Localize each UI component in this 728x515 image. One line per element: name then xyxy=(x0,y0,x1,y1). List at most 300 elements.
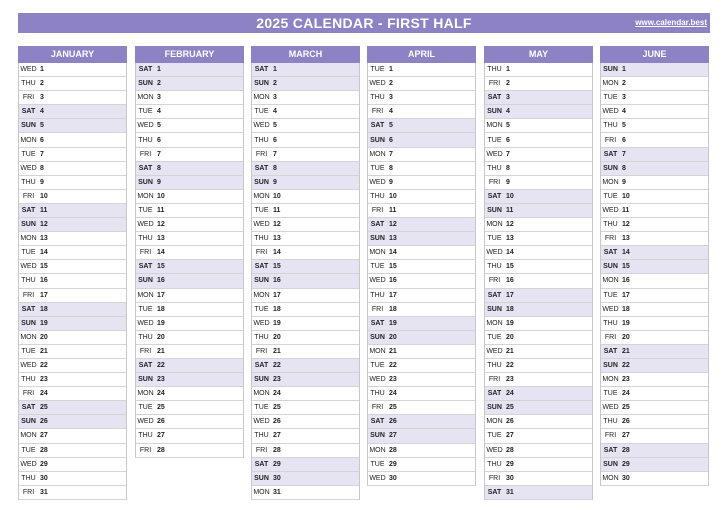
day-number: 28 xyxy=(40,446,48,454)
day-number: 7 xyxy=(273,150,277,158)
day-number: 18 xyxy=(622,305,630,313)
day-number: 26 xyxy=(389,418,397,426)
weekday-label: MON xyxy=(253,94,270,102)
day-row xyxy=(485,162,592,176)
day-row xyxy=(136,345,243,359)
weekday-label: THU xyxy=(603,418,618,426)
day-number: 14 xyxy=(389,249,397,257)
day-number: 29 xyxy=(273,460,281,468)
weekday-label: WED xyxy=(253,122,270,130)
weekday-label: TUE xyxy=(138,206,153,214)
day-row xyxy=(136,303,243,317)
weekday-label: FRI xyxy=(139,347,152,355)
weekday-label: TUE xyxy=(603,94,618,102)
day-number: 22 xyxy=(389,362,397,370)
day-row xyxy=(368,401,475,415)
day-number: 15 xyxy=(273,263,281,271)
day-row xyxy=(136,317,243,331)
weekday-label: SAT xyxy=(603,249,618,257)
day-row xyxy=(485,317,592,331)
weekday-label: WED xyxy=(602,305,619,313)
weekday-label: MON xyxy=(253,390,270,398)
day-row xyxy=(601,91,708,105)
day-number: 16 xyxy=(157,277,165,285)
site-link[interactable]: www.calendar.best xyxy=(635,18,707,27)
day-row xyxy=(601,359,708,373)
weekday-label: MON xyxy=(602,178,619,186)
day-row xyxy=(368,317,475,331)
day-row xyxy=(19,303,126,317)
day-row xyxy=(136,387,243,401)
day-row xyxy=(252,458,359,472)
weekday-label: FRI xyxy=(604,235,617,243)
weekday-label: THU xyxy=(254,432,269,440)
day-row xyxy=(252,289,359,303)
weekday-label: SAT xyxy=(603,347,618,355)
day-row xyxy=(368,331,475,345)
day-row xyxy=(368,63,475,77)
weekday-label: FRI xyxy=(139,150,152,158)
day-row xyxy=(19,148,126,162)
day-number: 24 xyxy=(506,390,514,398)
day-row xyxy=(601,77,708,91)
weekday-label: THU xyxy=(138,136,153,144)
weekday-label: SUN xyxy=(487,404,502,412)
day-number: 13 xyxy=(506,235,514,243)
month-header: JANUARY xyxy=(18,46,127,63)
weekday-label: THU xyxy=(21,376,36,384)
day-row xyxy=(252,274,359,288)
weekday-label: THU xyxy=(21,474,36,482)
day-row xyxy=(136,204,243,218)
day-number: 5 xyxy=(273,122,277,130)
day-number: 28 xyxy=(157,446,165,454)
weekday-label: FRI xyxy=(488,80,501,88)
day-number: 14 xyxy=(622,249,630,257)
day-number: 29 xyxy=(389,460,397,468)
day-row xyxy=(485,63,592,77)
day-row xyxy=(485,232,592,246)
day-number: 9 xyxy=(506,178,510,186)
day-row xyxy=(19,232,126,246)
weekday-label: SAT xyxy=(21,305,36,313)
weekday-label: THU xyxy=(370,192,385,200)
weekday-label: MON xyxy=(369,347,386,355)
day-row xyxy=(601,133,708,147)
day-number: 3 xyxy=(622,94,626,102)
day-number: 18 xyxy=(506,305,514,313)
weekday-label: WED xyxy=(486,347,503,355)
day-number: 9 xyxy=(389,178,393,186)
day-row xyxy=(136,190,243,204)
day-number: 12 xyxy=(273,221,281,229)
day-number: 2 xyxy=(389,80,393,88)
day-number: 27 xyxy=(506,432,514,440)
day-row xyxy=(485,77,592,91)
day-number: 2 xyxy=(40,80,44,88)
day-row xyxy=(601,246,708,260)
day-number: 2 xyxy=(622,80,626,88)
weekday-label: THU xyxy=(603,122,618,130)
weekday-label: SAT xyxy=(254,263,269,271)
day-row xyxy=(368,218,475,232)
month-column-may xyxy=(484,46,593,500)
weekday-label: TUE xyxy=(254,404,269,412)
day-number: 16 xyxy=(40,277,48,285)
weekday-label: TUE xyxy=(487,136,502,144)
day-row xyxy=(19,260,126,274)
weekday-label: SUN xyxy=(487,305,502,313)
day-row xyxy=(252,345,359,359)
day-number: 29 xyxy=(506,460,514,468)
month-column-june xyxy=(600,46,709,486)
day-row xyxy=(601,331,708,345)
day-list xyxy=(600,63,709,486)
day-number: 18 xyxy=(389,305,397,313)
day-row xyxy=(252,303,359,317)
day-number: 6 xyxy=(273,136,277,144)
day-number: 24 xyxy=(273,390,281,398)
day-number: 11 xyxy=(389,206,397,214)
day-number: 25 xyxy=(273,404,281,412)
day-row xyxy=(19,105,126,119)
day-row xyxy=(368,415,475,429)
day-number: 10 xyxy=(506,192,514,200)
day-number: 21 xyxy=(622,347,630,355)
weekday-label: WED xyxy=(20,263,37,271)
weekday-label: MON xyxy=(369,446,386,454)
day-row xyxy=(368,303,475,317)
weekday-label: WED xyxy=(253,418,270,426)
weekday-label: MON xyxy=(137,390,154,398)
day-number: 19 xyxy=(389,319,397,327)
day-number: 25 xyxy=(40,404,48,412)
month-header: MAY xyxy=(484,46,593,63)
day-number: 7 xyxy=(622,150,626,158)
day-row xyxy=(368,190,475,204)
day-number: 28 xyxy=(622,446,630,454)
day-number: 15 xyxy=(157,263,165,271)
weekday-label: SAT xyxy=(21,108,36,116)
weekday-label: MON xyxy=(137,192,154,200)
day-number: 12 xyxy=(506,221,514,229)
day-row xyxy=(19,204,126,218)
day-number: 24 xyxy=(622,390,630,398)
day-row xyxy=(19,444,126,458)
day-row xyxy=(136,218,243,232)
day-number: 19 xyxy=(506,319,514,327)
day-row xyxy=(368,458,475,472)
day-row xyxy=(19,218,126,232)
month-header: JUNE xyxy=(600,46,709,63)
day-row xyxy=(485,387,592,401)
month-column-january xyxy=(18,46,127,500)
weekday-label: THU xyxy=(603,221,618,229)
day-row xyxy=(368,77,475,91)
day-row xyxy=(601,162,708,176)
day-number: 11 xyxy=(506,206,514,214)
day-number: 19 xyxy=(273,319,281,327)
day-row xyxy=(136,415,243,429)
weekday-label: WED xyxy=(137,122,154,130)
weekday-label: WED xyxy=(20,66,37,74)
day-number: 21 xyxy=(389,347,397,355)
day-row xyxy=(368,91,475,105)
day-row xyxy=(368,289,475,303)
weekday-label: WED xyxy=(369,277,386,285)
day-number: 22 xyxy=(157,362,165,370)
day-row xyxy=(252,105,359,119)
weekday-label: THU xyxy=(487,460,502,468)
weekday-label: THU xyxy=(487,362,502,370)
weekday-label: SAT xyxy=(254,164,269,172)
day-row xyxy=(485,148,592,162)
weekday-label: WED xyxy=(486,446,503,454)
day-number: 6 xyxy=(157,136,161,144)
day-row xyxy=(601,429,708,443)
weekday-label: FRI xyxy=(139,249,152,257)
day-row xyxy=(252,359,359,373)
month-column-march xyxy=(251,46,360,500)
weekday-label: FRI xyxy=(371,108,384,116)
day-row xyxy=(368,204,475,218)
day-row xyxy=(601,472,708,486)
weekday-label: MON xyxy=(486,221,503,229)
weekday-label: THU xyxy=(21,80,36,88)
day-number: 18 xyxy=(157,305,165,313)
day-row xyxy=(485,289,592,303)
weekday-label: TUE xyxy=(370,164,385,172)
day-number: 8 xyxy=(157,164,161,172)
day-number: 19 xyxy=(40,319,48,327)
day-row xyxy=(252,246,359,260)
weekday-label: MON xyxy=(20,432,37,440)
day-number: 30 xyxy=(622,474,630,482)
day-row xyxy=(19,77,126,91)
day-row xyxy=(601,373,708,387)
day-number: 22 xyxy=(622,362,630,370)
weekday-label: TUE xyxy=(21,347,36,355)
day-number: 15 xyxy=(506,263,514,271)
day-row xyxy=(252,204,359,218)
day-number: 26 xyxy=(157,418,165,426)
weekday-label: SAT xyxy=(21,206,36,214)
day-list xyxy=(135,63,244,458)
day-row xyxy=(601,458,708,472)
day-number: 21 xyxy=(273,347,281,355)
day-number: 4 xyxy=(157,108,161,116)
day-row xyxy=(136,260,243,274)
day-number: 10 xyxy=(40,192,48,200)
weekday-label: TUE xyxy=(21,249,36,257)
weekday-label: TUE xyxy=(138,108,153,116)
day-row xyxy=(252,317,359,331)
weekday-label: TUE xyxy=(603,291,618,299)
day-row xyxy=(368,274,475,288)
day-row xyxy=(601,317,708,331)
weekday-label: THU xyxy=(487,263,502,271)
day-row xyxy=(368,429,475,443)
weekday-label: SAT xyxy=(254,460,269,468)
day-number: 20 xyxy=(157,333,165,341)
day-number: 16 xyxy=(389,277,397,285)
day-number: 14 xyxy=(273,249,281,257)
day-number: 20 xyxy=(273,333,281,341)
day-number: 12 xyxy=(40,221,48,229)
weekday-label: FRI xyxy=(488,474,501,482)
day-row xyxy=(252,148,359,162)
day-row xyxy=(485,119,592,133)
weekday-label: MON xyxy=(369,249,386,257)
day-row xyxy=(19,133,126,147)
weekday-label: FRI xyxy=(255,446,268,454)
day-number: 4 xyxy=(506,108,510,116)
day-row xyxy=(19,317,126,331)
day-row xyxy=(19,176,126,190)
weekday-label: WED xyxy=(369,80,386,88)
weekday-label: SAT xyxy=(138,263,153,271)
day-number: 24 xyxy=(157,390,165,398)
day-number: 18 xyxy=(40,305,48,313)
month-header: APRIL xyxy=(367,46,476,63)
day-row xyxy=(252,133,359,147)
day-row xyxy=(601,63,708,77)
day-row xyxy=(601,190,708,204)
weekday-label: FRI xyxy=(22,488,35,496)
weekday-label: FRI xyxy=(22,192,35,200)
day-row xyxy=(368,232,475,246)
day-number: 16 xyxy=(273,277,281,285)
day-row xyxy=(368,472,475,486)
day-row xyxy=(252,91,359,105)
day-number: 25 xyxy=(389,404,397,412)
day-number: 23 xyxy=(273,376,281,384)
day-number: 21 xyxy=(157,347,165,355)
day-number: 12 xyxy=(622,221,630,229)
weekday-label: TUE xyxy=(370,460,385,468)
day-row xyxy=(601,401,708,415)
weekday-label: MON xyxy=(486,418,503,426)
weekday-label: FRI xyxy=(604,136,617,144)
day-row xyxy=(368,373,475,387)
day-number: 6 xyxy=(622,136,626,144)
day-number: 25 xyxy=(622,404,630,412)
day-number: 10 xyxy=(273,192,281,200)
day-number: 6 xyxy=(389,136,393,144)
day-number: 25 xyxy=(157,404,165,412)
day-row xyxy=(19,359,126,373)
day-number: 4 xyxy=(40,108,44,116)
weekday-label: SUN xyxy=(254,376,269,384)
day-row xyxy=(252,63,359,77)
weekday-label: SAT xyxy=(138,164,153,172)
day-number: 3 xyxy=(273,94,277,102)
day-number: 17 xyxy=(389,291,397,299)
weekday-label: THU xyxy=(21,277,36,285)
day-row xyxy=(368,359,475,373)
weekday-label: MON xyxy=(20,235,37,243)
day-number: 3 xyxy=(506,94,510,102)
day-row xyxy=(485,458,592,472)
day-row xyxy=(601,303,708,317)
day-row xyxy=(601,232,708,246)
day-row xyxy=(601,105,708,119)
day-number: 30 xyxy=(40,474,48,482)
weekday-label: SAT xyxy=(603,150,618,158)
weekday-label: MON xyxy=(486,319,503,327)
day-row xyxy=(368,162,475,176)
weekday-label: SUN xyxy=(254,80,269,88)
weekday-label: WED xyxy=(602,108,619,116)
weekday-label: MON xyxy=(602,277,619,285)
weekday-label: TUE xyxy=(21,150,36,158)
day-row xyxy=(136,444,243,458)
month-column-february xyxy=(135,46,244,458)
day-number: 3 xyxy=(40,94,44,102)
day-number: 13 xyxy=(273,235,281,243)
day-number: 9 xyxy=(157,178,161,186)
day-row xyxy=(601,176,708,190)
day-row xyxy=(136,331,243,345)
weekday-label: SUN xyxy=(254,277,269,285)
weekday-label: THU xyxy=(254,235,269,243)
weekday-label: WED xyxy=(369,474,386,482)
day-row xyxy=(485,274,592,288)
day-row xyxy=(485,429,592,443)
day-number: 12 xyxy=(157,221,165,229)
day-row xyxy=(252,218,359,232)
day-row xyxy=(485,260,592,274)
day-row xyxy=(601,415,708,429)
day-number: 19 xyxy=(157,319,165,327)
day-number: 4 xyxy=(622,108,626,116)
day-row xyxy=(601,289,708,303)
weekday-label: TUE xyxy=(370,362,385,370)
day-row xyxy=(368,133,475,147)
weekday-label: SAT xyxy=(370,319,385,327)
day-row xyxy=(19,63,126,77)
day-row xyxy=(19,274,126,288)
weekday-label: SAT xyxy=(254,362,269,370)
weekday-label: FRI xyxy=(371,206,384,214)
day-row xyxy=(19,190,126,204)
weekday-label: SAT xyxy=(370,221,385,229)
day-row xyxy=(136,429,243,443)
weekday-label: MON xyxy=(602,474,619,482)
day-number: 14 xyxy=(506,249,514,257)
weekday-label: FRI xyxy=(488,178,501,186)
day-number: 5 xyxy=(157,122,161,130)
day-number: 28 xyxy=(389,446,397,454)
weekday-label: SUN xyxy=(21,122,36,130)
weekday-label: TUE xyxy=(603,192,618,200)
day-row xyxy=(485,91,592,105)
day-number: 6 xyxy=(506,136,510,144)
day-row xyxy=(19,429,126,443)
weekday-label: MON xyxy=(253,192,270,200)
day-row xyxy=(368,345,475,359)
weekday-label: WED xyxy=(137,221,154,229)
day-number: 26 xyxy=(622,418,630,426)
weekday-label: FRI xyxy=(22,291,35,299)
day-row xyxy=(485,345,592,359)
day-number: 13 xyxy=(389,235,397,243)
day-row xyxy=(485,105,592,119)
day-number: 3 xyxy=(157,94,161,102)
weekday-label: SAT xyxy=(487,192,502,200)
day-row xyxy=(19,331,126,345)
day-number: 27 xyxy=(157,432,165,440)
